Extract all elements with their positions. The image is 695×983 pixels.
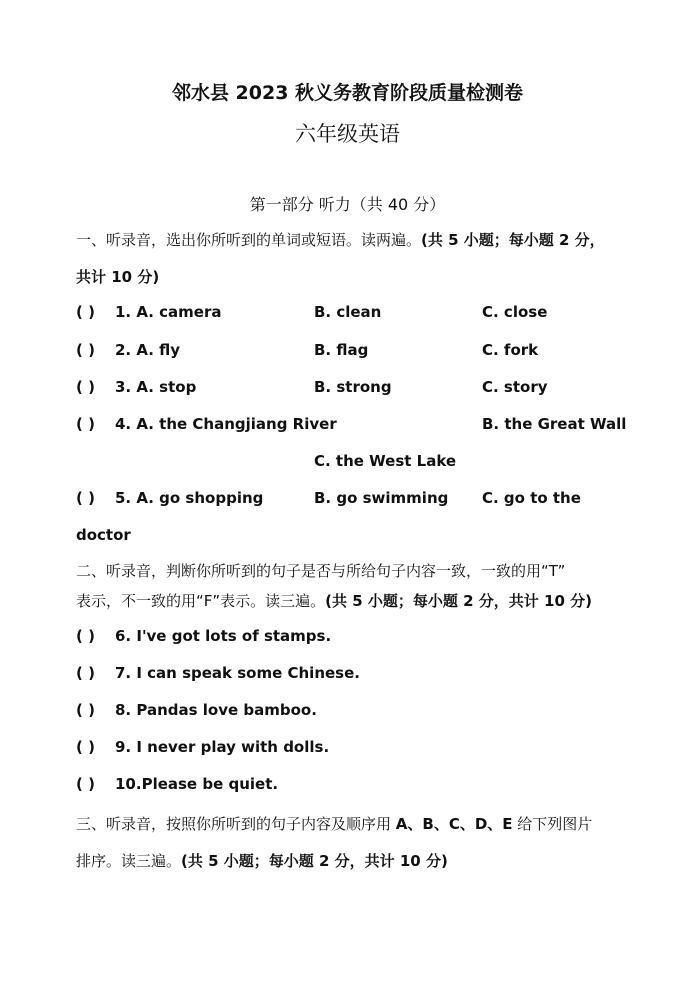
question-5-option-a: 5. A. go shopping [115, 489, 264, 507]
question-2-option-a: 2. A. fly [115, 341, 181, 359]
section1-instruction-line1 [76, 229, 605, 250]
question-4-option-c: C. the West Lake [314, 452, 457, 470]
question-2-option-c: C. fork [482, 341, 539, 359]
question-3-option-c: C. story [482, 378, 548, 396]
section2-score-text: (共 5 小题；每小题 2 分，共计 10 分) [325, 592, 592, 610]
section3-score-text: (共 5 小题；每小题 2 分，共计 10 分) [181, 852, 448, 870]
section1-score-total: 共计 10 分) [76, 268, 160, 286]
question-3-option-a: 3. A. stop [115, 378, 197, 396]
question-9: 9. I never play with dolls. [115, 738, 330, 756]
exam-subtitle: 六年级英语 [295, 122, 400, 146]
section3-instruction-text: 三、听录音，按照你所听到的句子内容及顺序用 [76, 815, 396, 833]
question-1-option-b: B. clean [314, 303, 382, 321]
part-heading: 第一部分 听力（共 40 分） [249, 195, 446, 214]
question-6: 6. I've got lots of stamps. [115, 627, 332, 645]
question-5-option-b: B. go swimming [314, 489, 449, 507]
answer-blank[interactable]: ( ) [76, 664, 95, 682]
question-3-option-b: B. strong [314, 378, 392, 396]
section1-score-text: (共 5 小题；每小题 2 分， [421, 231, 605, 249]
answer-blank[interactable]: ( ) [76, 775, 95, 793]
section1-instruction-line2 [76, 266, 159, 287]
answer-blank[interactable]: ( ) [76, 341, 95, 359]
section3-instruction-tail: 给下列图片 [512, 815, 593, 833]
section3-instruction-text2: 排序。读三遍。 [76, 852, 182, 870]
answer-blank[interactable]: ( ) [76, 701, 95, 719]
section3-instruction-line1 [76, 813, 592, 834]
section3-instruction-line2 [76, 850, 448, 871]
question-1-option-c: C. close [482, 303, 548, 321]
section3-letters: A、B、C、D、E [395, 815, 513, 833]
question-5-option-c: C. go to the [482, 489, 581, 507]
question-2-option-b: B. flag [314, 341, 369, 359]
question-10: 10.Please be quiet. [115, 775, 279, 793]
exam-title: 邻水县 2023 秋义务教育阶段质量检测卷 [171, 82, 524, 104]
question-5-option-c-continued: doctor [76, 526, 131, 544]
section1-instruction-text: 一、听录音，选出你所听到的单词或短语。读两遍。 [76, 231, 422, 249]
answer-blank[interactable]: ( ) [76, 627, 95, 645]
question-4-option-b: B. the Great Wall [482, 415, 627, 433]
answer-blank[interactable]: ( ) [76, 378, 95, 396]
section2-instruction-line2 [76, 590, 592, 611]
answer-blank[interactable]: ( ) [76, 489, 95, 507]
answer-blank[interactable]: ( ) [76, 303, 95, 321]
question-7: 7. I can speak some Chinese. [115, 664, 360, 682]
question-4-option-a: 4. A. the Changjiang River [115, 415, 337, 433]
answer-blank[interactable]: ( ) [76, 415, 95, 433]
section2-instruction-line1: 二、听录音，判断你所听到的句子是否与所给句子内容一致，一致的用“T” [76, 562, 566, 580]
section2-instruction-text: 表示，不一致的用“F”表示。读三遍。 [76, 592, 326, 610]
answer-blank[interactable]: ( ) [76, 738, 95, 756]
question-1-option-a: 1. A. camera [115, 303, 222, 321]
question-8: 8. Pandas love bamboo. [115, 701, 317, 719]
